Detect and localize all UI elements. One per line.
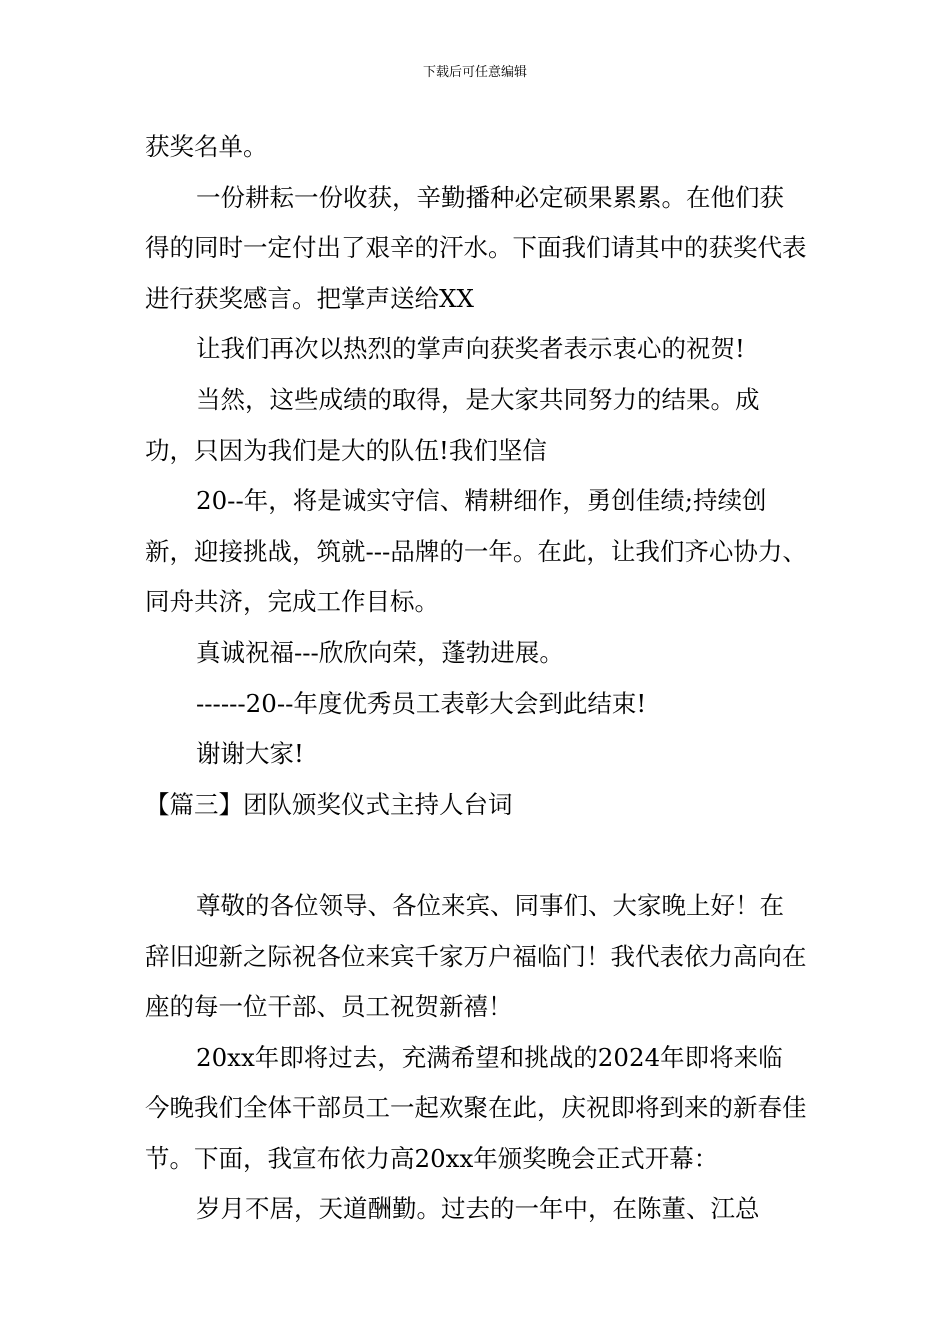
paragraph-new-year-goal: 20--年，将是诚实守信、精耕细作，勇创佳绩;持续创新，迎接挑战，筑就---品牌的一年。在此，让我们齐心协力、同舟共济，完成工作目标。 — [145, 486, 807, 617]
paragraph-thanks: 谢谢大家! — [196, 739, 304, 769]
paragraph-greeting: 尊敬的各位领导、各位来宾、同事们、大家晚上好！在辞旧迎新之际祝各位来宾千家万户福临门！我代表依力高向在座的每一位干部、员工祝贺新禧！ — [145, 890, 807, 1022]
section-title: 【篇三】团队颁奖仪式主持人台词 — [145, 789, 513, 819]
paragraph-blessing: 真诚祝福---欣欣向荣，蓬勃进展。 — [196, 637, 564, 667]
paragraph-achievement: 当然，这些成绩的取得，是大家共同努力的结果。成功，只因为我们是大的队伍!我们坚信 — [145, 384, 760, 465]
paragraph-award-list: 获奖名单。 — [145, 132, 268, 161]
paragraph-closing: ------20--年度优秀员工表彰大会到此结束! — [196, 688, 647, 718]
paragraph-congratulate: 让我们再次以热烈的掌声向获奖者表示衷心的祝贺! — [196, 334, 745, 364]
document-body — [145, 122, 807, 1235]
blank-line — [145, 830, 807, 881]
paragraph-harvest: 一份耕耘一份收获，辛勤播种必定硕果累累。在他们获得的同时一定付出了艰辛的汗水。下面我们请其中的获奖代表进行获奖感言。把掌声送给XX — [145, 182, 807, 313]
paragraph-opening: 20xx年即将过去，充满希望和挑战的2024年即将来临今晚我们全体干部员工一起欢聚在此，庆祝即将到来的新春佳节。下面，我宣布依力高20xx年颁奖晚会正式开幕： — [145, 1042, 807, 1173]
page-header-note: 下载后可任意编辑 — [422, 65, 527, 80]
paragraph-review: 岁月不居，天道酬勤。过去的一年中，在陈董、江总 — [196, 1194, 760, 1224]
